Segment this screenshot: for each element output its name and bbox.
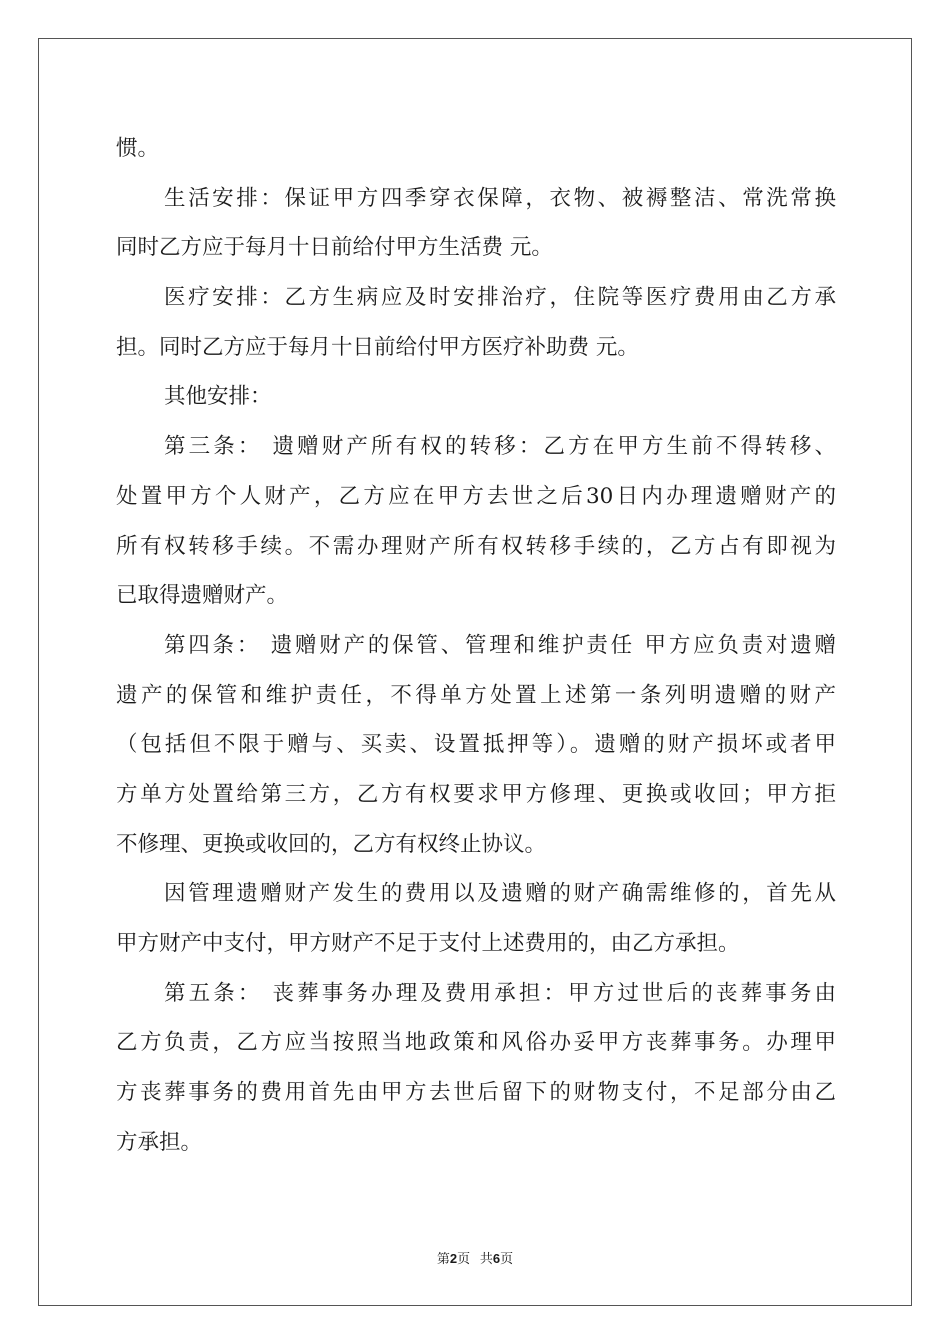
paragraph-line: 甲方财产中支付，甲方财产不足于支付上述费用的，由乙方承担。 xyxy=(116,931,740,956)
paragraph-line: 生活安排：保证甲方四季穿衣保障，衣物、被褥整洁、常洗常换 xyxy=(164,185,836,211)
paragraph-line: 其他安排： xyxy=(164,384,272,410)
paragraph-line: 方单方处置给第三方，乙方有权要求甲方修理、更换或收回；甲方拒 xyxy=(116,781,836,807)
paragraph-line: 医疗安排：乙方生病应及时安排治疗，住院等医疗费用由乙方承 xyxy=(164,285,836,311)
paragraph-line: 惯。 xyxy=(116,136,160,161)
document-body xyxy=(116,124,836,1167)
total-pages-number: 6 xyxy=(492,1251,501,1266)
paragraph-line: 方丧葬事务的费用首先由甲方去世后留下的财物支付，不足部分由乙 xyxy=(116,1080,836,1106)
paragraph-line: 第五条： 丧葬事务办理及费用承担：甲方过世后的丧葬事务由 xyxy=(164,980,836,1006)
page-prefix: 第 xyxy=(436,1251,450,1266)
paragraph-line: 不修理、更换或收回的，乙方有权终止协议。 xyxy=(116,831,547,857)
paragraph-line: 处置甲方个人财产，乙方应在甲方去世之后30日内办理遗赠财产的 xyxy=(116,483,836,509)
paragraph-line: 第三条： 遗赠财产所有权的转移：乙方在甲方生前不得转移、 xyxy=(164,434,836,460)
paragraph-line: 乙方负责，乙方应当按照当地政策和风俗办妥甲方丧葬事务。办理甲 xyxy=(116,1030,836,1056)
current-page-number: 2 xyxy=(449,1251,458,1266)
total-suffix: 页 xyxy=(500,1251,514,1266)
paragraph-line: 同时乙方应于每月十日前给付甲方生活费 元。 xyxy=(116,235,553,261)
paragraph-line: 因管理遗赠财产发生的费用以及遗赠的财产确需维修的，首先从 xyxy=(164,881,836,907)
paragraph-line: 遗产的保管和维护责任，不得单方处置上述第一条列明遗赠的财产 xyxy=(116,682,836,708)
page-footer xyxy=(0,1248,950,1267)
paragraph-line: （包括但不限于赠与、买卖、设置抵押等）。遗赠的财产损坏或者甲 xyxy=(116,732,836,758)
paragraph-line: 第四条： 遗赠财产的保管、管理和维护责任 甲方应负责对遗赠 xyxy=(164,632,836,658)
paragraph-line: 方承担。 xyxy=(116,1129,203,1155)
total-prefix: 共 xyxy=(479,1251,493,1266)
page-word: 页 xyxy=(457,1251,471,1266)
paragraph-line: 担。同时乙方应于每月十日前给付甲方医疗补助费 元。 xyxy=(116,334,639,360)
paragraph-line: 所有权转移手续。不需办理财产所有权转移手续的，乙方占有即视为 xyxy=(116,533,836,559)
paragraph-line: 已取得遗赠财产。 xyxy=(116,583,289,609)
